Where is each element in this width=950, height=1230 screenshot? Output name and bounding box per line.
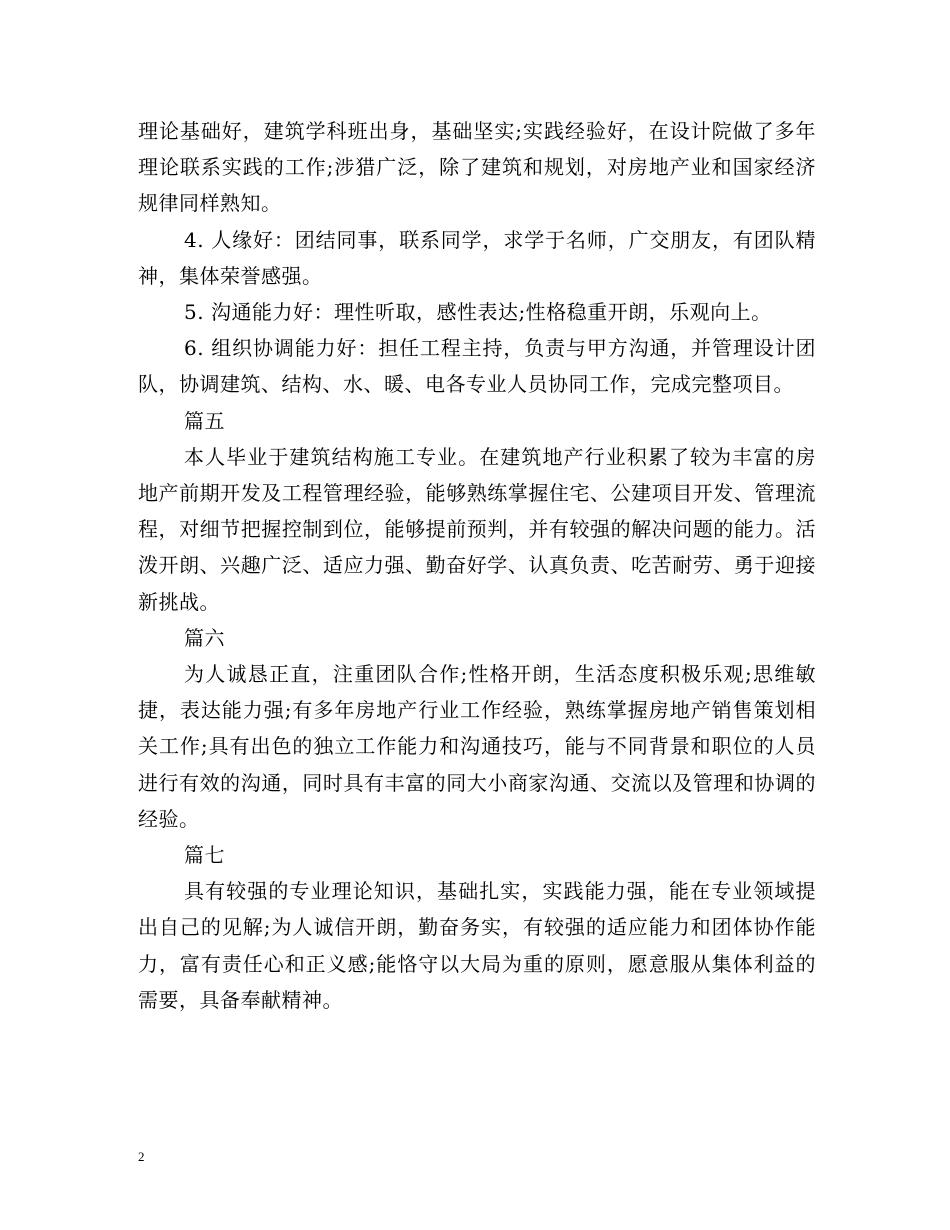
- section-heading-6: 篇六: [184, 625, 225, 650]
- paragraph-continued: 理论基础好，建筑学科班出身，基础坚实;实践经验好，在设计院做了多年理论联系实践的工作;涉猎广泛，除了建筑和规划，对房地产业和国家经济规律同样熟知。: [138, 119, 816, 216]
- section-heading-5: 篇五: [184, 408, 225, 433]
- paragraph-section-7: 具有较强的专业理论知识，基础扎实，实践能力强，能在专业领域提出自己的见解;为人诚信开朗，勤奋务实，有较强的适应能力和团体协作能力，富有责任心和正义感;能恪守以大局为重的原则，愿意服从集体利益的需要，具备奉献精神。: [138, 879, 816, 1012]
- section-heading-7: 篇七: [184, 843, 225, 868]
- paragraph-item-5: 5. 沟通能力好：理性听取，感性表达;性格稳重开朗，乐观向上。: [184, 300, 772, 325]
- page-number: 2: [138, 1149, 145, 1164]
- paragraph-item-4: 4. 人缘好：团结同事，联系同学，求学于名师，广交朋友，有团队精神，集体荣誉感强。: [138, 227, 816, 288]
- document-body: [138, 113, 816, 1018]
- paragraph-section-5: 本人毕业于建筑结构施工专业。在建筑地产行业积累了较为丰富的房地产前期开发及工程管理经验，能够熟练掌握住宅、公建项目开发、管理流程，对细节把握控制到位，能够提前预判，并有较强的解决问题的能力。活泼开朗、兴趣广泛、适应力强、勤奋好学、认真负责、吃苦耐劳、勇于迎接新挑战。: [138, 444, 816, 614]
- paragraph-section-6: 为人诚恳正直，注重团队合作;性格开朗，生活态度积极乐观;思维敏捷，表达能力强;有多年房地产行业工作经验，熟练掌握房地产销售策划相关工作;具有出色的独立工作能力和沟通技巧，能与不同背景和职位的人员进行有效的沟通，同时具有丰富的同大小商家沟通、交流以及管理和协调的经验。: [138, 662, 816, 831]
- paragraph-item-6: 6. 组织协调能力好：担任工程主持，负责与甲方沟通，并管理设计团队，协调建筑、结构、水、暖、电各专业人员协同工作，完成完整项目。: [138, 336, 816, 397]
